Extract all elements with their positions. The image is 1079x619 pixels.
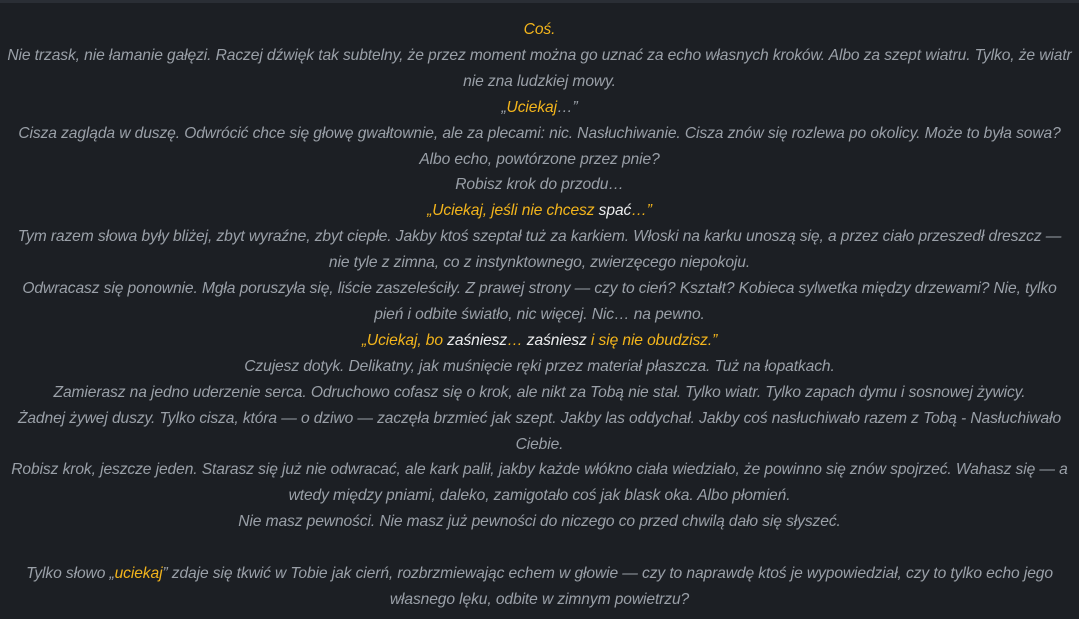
whisper-cos: Coś. [523,21,556,38]
paragraph: Nie trzask, nie łamanie gałęzi. Raczej dźwięk tak subtelny, że przez moment można go uznać za echo własnych kroków. Albo za szept wiatru. Tylko, że wiatr nie zna ludzkiej mowy. [7,46,1072,90]
highlight-word: spać [594,202,632,220]
paragraph: Zamierasz na jedno uderzenie serca. Odruchowo cofasz się o krok, ale nikt za Tobą nie stał. Tylko wiatr. Tylko zapach dymu i sosnowej żywicy. [53,383,1026,401]
story-text [0,3,1079,613]
paragraph: Odwracasz się ponownie. Mgła poruszyła się, liście zaszeleściły. Z prawej strony — czy to cień? Kształt? Kobieca sylwetka między drzewami? Nie, tylko pień i odbite światło, nic więcej. Nic… na pewno. [22,280,1057,323]
whisper-text: „Uciekaj, bo [361,331,443,349]
highlight-word: zaśniesz [442,331,508,349]
whisper-text: … [507,331,523,349]
whisper-word: uciekaj [114,565,163,583]
whisper-word: Uciekaj [506,98,557,116]
whisper-line [6,328,1073,354]
paragraph: Tym razem słowa były bliżej, zbyt wyraźne, zbyt ciepłe. Jakby ktoś szeptał tuż za karkiem. Włoski na karku unoszą się, a przez ciało przeszedł dreszcz — nie tyle z zimna, co z instynktownego, zwierzęcego niepokoju. [17,228,1062,272]
paragraph: Cisza zagląda w duszę. Odwrócić chce się głowę gwałtownie, ale za plecami: nic. Nasłuchiwanie. Cisza znów się rozlewa po okolicy. Może to była sowa? Albo echo, powtórzone przez pnie? [18,124,1061,168]
paragraph-final [6,561,1073,613]
paragraph: Robisz krok do przodu… [455,176,624,194]
paragraph: Żadnej żywej duszy. Tylko cisza, która — o dziwo — zaczęła brzmieć jak szept. Jakby las oddychał. Jakby coś nasłuchiwało razem z Tobą - Nasłuchiwało Ciebie. [17,409,1062,453]
whisper-text: …” [631,202,652,220]
paragraph: Czujesz dotyk. Delikatny, jak muśnięcie ręki przez materiał płaszcza. Tuż na łopatkach. [244,357,835,375]
paragraph: Nie masz pewności. Nie masz już pewności do niczego co przed chwilą dało się słyszeć. [238,513,841,531]
final-text: ” zdaje się tkwić w Tobie jak cierń, rozbrzmiewając echem w głowie — czy to naprawdę ktoś je wypowiedział, czy to tylko echo jego własnego lęku, odbite w zimnym powietrzu? [162,565,1053,608]
paragraph: Robisz krok, jeszcze jeden. Starasz się już nie odwracać, ale kark palił, jakby każde włókno ciała wiedziało, że powinno się znów spojrzeć. Wahasz się — a wtedy między pniami, daleko, zamigotało coś jak blask oka. Albo płomień. [11,461,1068,505]
whisper-line [6,198,1073,224]
quote-close: …” [556,98,578,116]
whisper-line [6,95,1073,121]
quote-open: „ [501,98,507,116]
whisper-text: „Uciekaj, jeśli nie chcesz [427,202,595,220]
whisper-text: i się nie obudzisz.” [586,331,718,349]
highlight-word: zaśniesz [522,331,587,349]
paragraph-cos [6,17,1073,43]
final-text: Tylko słowo „ [26,565,115,583]
